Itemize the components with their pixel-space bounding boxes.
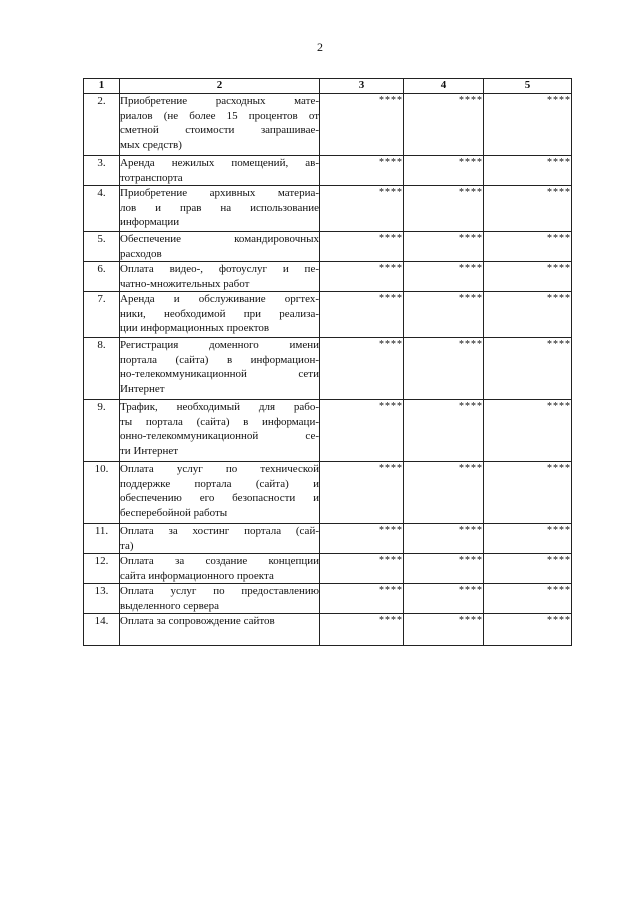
description-line: Оплата за хостинг портала (сай- — [120, 525, 319, 537]
cell-column-4: **** — [404, 338, 484, 400]
cell-column-5: **** — [484, 614, 572, 646]
row-number: 13. — [84, 584, 120, 614]
expense-table — [83, 78, 572, 646]
cell-column-5: **** — [484, 94, 572, 156]
description-line: ции информационных проектов — [120, 322, 270, 334]
cell-column-4: **** — [404, 554, 484, 584]
cell-column-5: **** — [484, 524, 572, 554]
table-row — [84, 554, 572, 584]
cell-column-4: **** — [404, 292, 484, 338]
cell-column-3: **** — [320, 400, 404, 462]
row-number: 7. — [84, 292, 120, 338]
column-header-2: 2 — [120, 79, 320, 94]
description-line: Аренда нежилых помещений, ав- — [120, 157, 319, 169]
row-description — [120, 462, 320, 524]
cell-column-5: **** — [484, 462, 572, 524]
table-row — [84, 338, 572, 400]
page-number: 2 — [317, 40, 323, 54]
description-line: бесперебойной работы — [120, 506, 228, 519]
cell-column-3: **** — [320, 462, 404, 524]
table-body — [84, 94, 572, 646]
table-row — [84, 232, 572, 262]
row-number: 14. — [84, 614, 120, 646]
description-line: портала (сайта) в информацион- — [120, 353, 319, 366]
row-description — [120, 156, 320, 186]
description-line: обеспечению его безопасности и — [120, 492, 319, 504]
description-line: Трафик, необходимый для рабо- — [120, 401, 319, 413]
cell-column-4: **** — [404, 94, 484, 156]
row-number: 10. — [84, 462, 120, 524]
row-description — [120, 400, 320, 462]
description-line: Оплата за сопровождение сайтов — [120, 615, 275, 627]
row-number: 5. — [84, 232, 120, 262]
cell-column-5: **** — [484, 292, 572, 338]
cell-column-3: **** — [320, 156, 404, 186]
cell-column-3: **** — [320, 232, 404, 262]
row-number: 11. — [84, 524, 120, 554]
table-row — [84, 94, 572, 156]
description-line: Интернет — [120, 382, 165, 395]
table-row — [84, 400, 572, 462]
table-header-row — [84, 79, 572, 94]
description-line: но-телекоммуникационной сети — [120, 368, 319, 380]
description-line: Приобретение расходных мате- — [120, 95, 319, 107]
row-description — [120, 524, 320, 554]
row-description — [120, 554, 320, 584]
cell-column-3: **** — [320, 292, 404, 338]
row-description — [120, 338, 320, 400]
description-line: сметной стоимости запрашивае- — [120, 124, 319, 136]
description-line: риалов (не более 15 процентов от — [120, 109, 319, 122]
cell-column-5: **** — [484, 232, 572, 262]
description-line: Регистрация доменного имени — [120, 339, 319, 351]
cell-column-4: **** — [404, 524, 484, 554]
description-line: Приобретение архивных материа- — [120, 187, 319, 199]
cell-column-5: **** — [484, 338, 572, 400]
row-description — [120, 94, 320, 156]
row-description — [120, 584, 320, 614]
description-line: лов и прав на использование — [120, 201, 319, 214]
description-line: сайта информационного проекта — [120, 569, 274, 582]
cell-column-5: **** — [484, 262, 572, 292]
column-header-4: 4 — [404, 79, 484, 94]
description-line: расходов — [120, 247, 162, 260]
cell-column-3: **** — [320, 584, 404, 614]
cell-column-4: **** — [404, 614, 484, 646]
table-row — [84, 584, 572, 614]
cell-column-4: **** — [404, 584, 484, 614]
description-line: чатно-множительных работ — [120, 277, 250, 290]
description-line: Аренда и обслуживание оргтех- — [120, 293, 319, 305]
table-row — [84, 524, 572, 554]
table-row — [84, 186, 572, 232]
row-number: 8. — [84, 338, 120, 400]
cell-column-4: **** — [404, 262, 484, 292]
table-row — [84, 156, 572, 186]
description-line: информации — [120, 216, 180, 228]
row-number: 2. — [84, 94, 120, 156]
table-row — [84, 292, 572, 338]
description-line: Обеспечение командировочных — [120, 233, 319, 245]
description-line: Оплата услуг по предоставлению — [120, 585, 319, 597]
column-header-3: 3 — [320, 79, 404, 94]
row-description — [120, 292, 320, 338]
cell-column-3: **** — [320, 186, 404, 232]
description-line: та) — [120, 539, 134, 552]
row-description — [120, 186, 320, 232]
column-header-5: 5 — [484, 79, 572, 94]
cell-column-4: **** — [404, 462, 484, 524]
description-line: ты портала (сайта) в информаци- — [120, 415, 319, 428]
cell-column-5: **** — [484, 584, 572, 614]
row-number: 6. — [84, 262, 120, 292]
cell-column-3: **** — [320, 524, 404, 554]
description-line: выделенного сервера — [120, 599, 219, 612]
row-number: 9. — [84, 400, 120, 462]
table-row — [84, 462, 572, 524]
description-line: тотранспорта — [120, 171, 183, 184]
cell-column-5: **** — [484, 400, 572, 462]
row-description — [120, 614, 320, 646]
cell-column-3: **** — [320, 614, 404, 646]
table-row — [84, 614, 572, 646]
cell-column-3: **** — [320, 94, 404, 156]
cell-column-5: **** — [484, 156, 572, 186]
row-number: 3. — [84, 156, 120, 186]
cell-column-3: **** — [320, 338, 404, 400]
cell-column-4: **** — [404, 186, 484, 232]
cell-column-5: **** — [484, 186, 572, 232]
row-number: 4. — [84, 186, 120, 232]
description-line: ники, необходимой при реализа- — [120, 307, 319, 320]
row-number: 12. — [84, 554, 120, 584]
description-line: Оплата видео-, фотоуслуг и пе- — [120, 263, 319, 275]
table-row — [84, 262, 572, 292]
description-line: Оплата услуг по технической — [120, 463, 319, 475]
cell-column-4: **** — [404, 156, 484, 186]
description-line: Оплата за создание концепции — [120, 555, 319, 567]
description-line: мых средств) — [120, 138, 182, 151]
cell-column-5: **** — [484, 554, 572, 584]
cell-column-3: **** — [320, 262, 404, 292]
description-line: ти Интернет — [120, 444, 179, 457]
column-header-1: 1 — [84, 79, 120, 94]
cell-column-3: **** — [320, 554, 404, 584]
row-description — [120, 232, 320, 262]
cell-column-4: **** — [404, 400, 484, 462]
description-line: поддержке портала (сайта) и — [120, 477, 319, 490]
row-description — [120, 262, 320, 292]
cell-column-4: **** — [404, 232, 484, 262]
description-line: онно-телекоммуникационной се- — [120, 430, 319, 442]
